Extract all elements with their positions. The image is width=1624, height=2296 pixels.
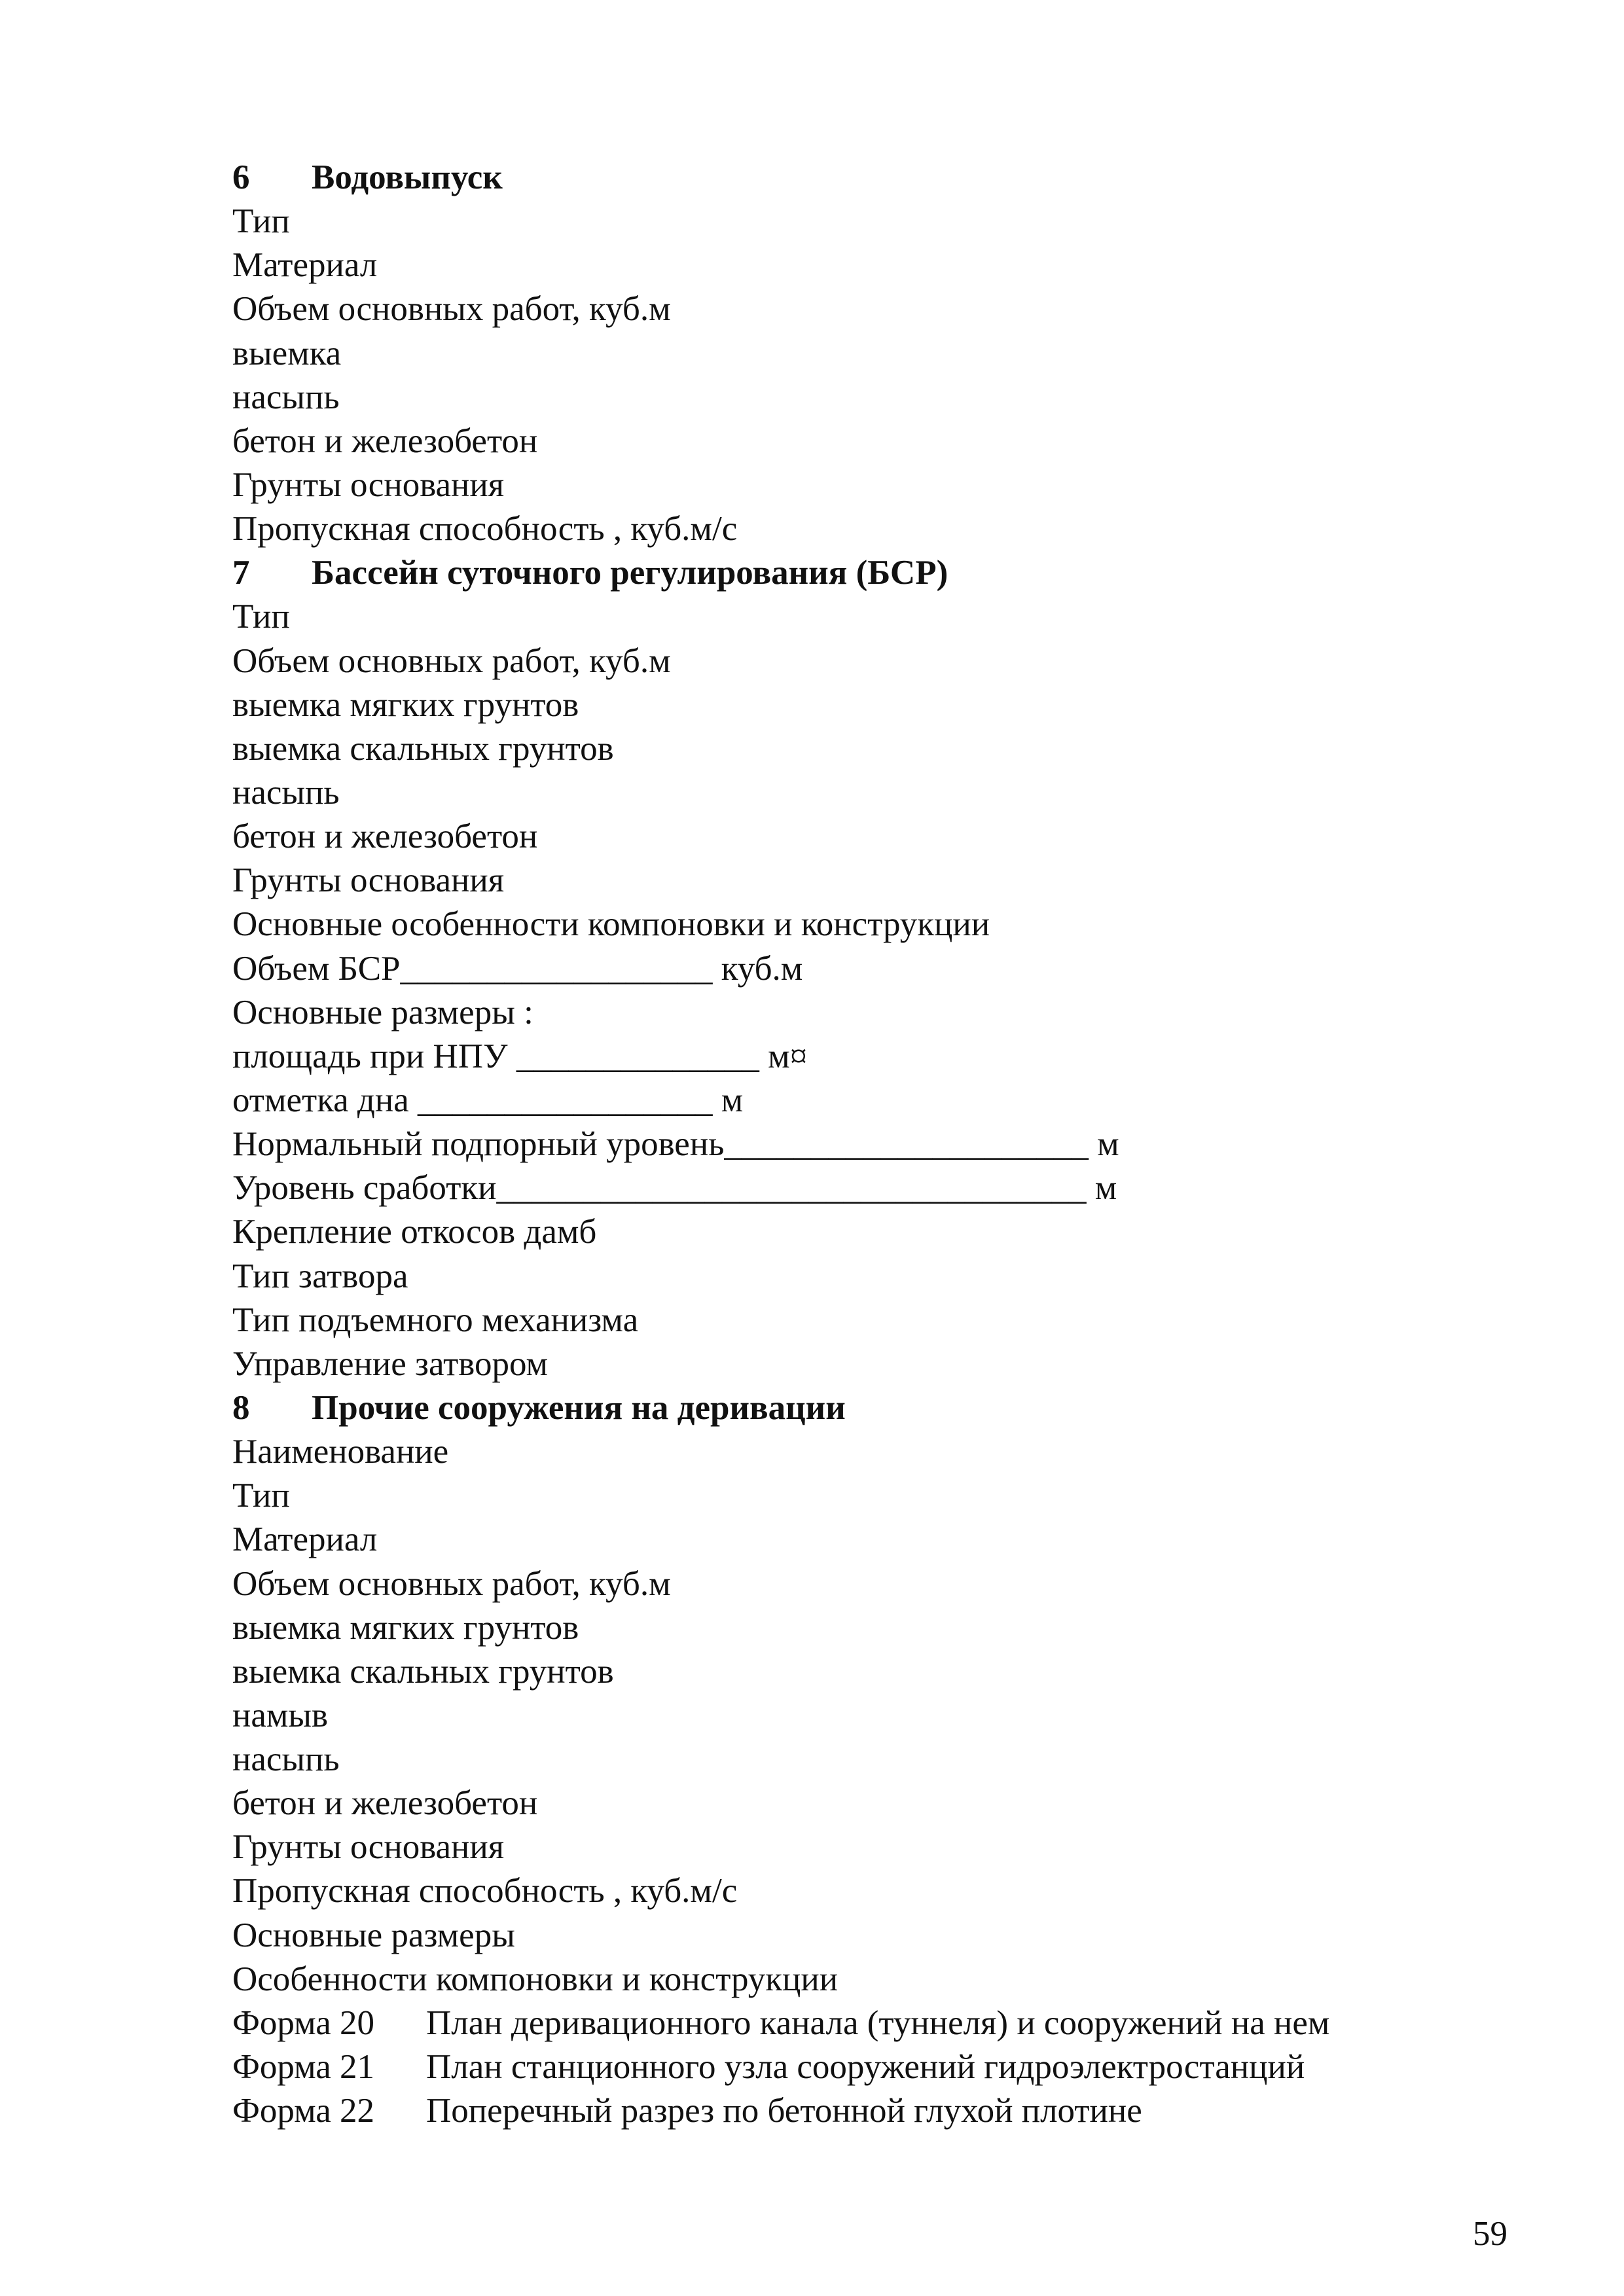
section-title: Прочие сооружения на деривации [312, 1388, 846, 1427]
section-heading [232, 156, 1542, 200]
text-line: намыв [232, 1696, 329, 1734]
text-line: Основные особенности компоновки и конструкции [232, 905, 990, 944]
section-number: 6 [232, 158, 250, 196]
text-line: Нормальный подпорный уровень_____________________ м [232, 1125, 1119, 1164]
form-reference [232, 2045, 1542, 2089]
section-heading [232, 551, 1542, 595]
form-title: Поперечный разрез по бетонной глухой плотине [426, 2092, 1142, 2130]
section-title: Водовыпуск [312, 158, 503, 196]
text-line: Тип [232, 202, 290, 241]
text-line: Объем БСР__________________ куб.м [232, 949, 803, 988]
section-number: 7 [232, 554, 250, 592]
text-line: Объем основных работ, куб.м [232, 290, 671, 329]
form-label: Форма 21 [232, 2048, 375, 2087]
text-line: площадь при НПУ ______________ м¤ [232, 1037, 808, 1075]
text-line: Пропускная способность , куб.м/с [232, 510, 738, 548]
form-reference [232, 2001, 1542, 2045]
form-reference [232, 2089, 1542, 2133]
text-line: Наименование [232, 1433, 449, 1471]
text-line: Объем основных работ, куб.м [232, 1564, 671, 1603]
section-heading [232, 1386, 1542, 1430]
text-line: насыпь [232, 378, 340, 416]
text-line: Грунты основания [232, 861, 505, 900]
text-line: Тип [232, 598, 290, 636]
text-line: насыпь [232, 1740, 340, 1779]
form-title: План деривационного канала (туннеля) и сооружений на нем [426, 2003, 1330, 2042]
page-number: 59 [1473, 2215, 1507, 2253]
text-line: Материал [232, 246, 378, 285]
form-label: Форма 20 [232, 2003, 375, 2042]
text-line: бетон и железобетон [232, 1784, 538, 1823]
text-line: выемка скальных грунтов [232, 729, 614, 768]
text-line: выемка [232, 334, 342, 372]
text-line: Грунты основания [232, 465, 505, 504]
text-line: Тип подъемного механизма [232, 1300, 639, 1339]
text-line: Управление затвором [232, 1344, 548, 1383]
text-line: Материал [232, 1520, 378, 1559]
form-label: Форма 22 [232, 2092, 375, 2130]
section-number: 8 [232, 1388, 250, 1427]
text-line: Объем основных работ, куб.м [232, 641, 671, 680]
text-line: Крепление откосов дамб [232, 1213, 597, 1251]
text-line: выемка мягких грунтов [232, 1608, 579, 1647]
text-line: бетон и железобетон [232, 422, 538, 460]
text-line: выемка скальных грунтов [232, 1652, 614, 1691]
text-line: выемка мягких грунтов [232, 685, 579, 724]
text-line: отметка дна _________________ м [232, 1081, 744, 1119]
text-line: Основные размеры : [232, 993, 533, 1031]
text-line: Грунты основания [232, 1828, 505, 1867]
form-title: План станционного узла сооружений гидроэлектростанций [426, 2048, 1305, 2087]
text-line: бетон и железобетон [232, 817, 538, 856]
text-line: Тип [232, 1477, 290, 1515]
text-line: Особенности компоновки и конструкции [232, 1960, 839, 1998]
text-line: Пропускная способность , куб.м/с [232, 1872, 738, 1910]
text-line: Основные размеры [232, 1916, 515, 1954]
document-body [232, 156, 1542, 2133]
section-title: Бассейн суточного регулирования (БСР) [312, 554, 948, 592]
text-line: насыпь [232, 773, 340, 812]
text-line: Уровень сработки__________________________________ м [232, 1169, 1117, 1208]
text-line: Тип затвора [232, 1257, 408, 1295]
